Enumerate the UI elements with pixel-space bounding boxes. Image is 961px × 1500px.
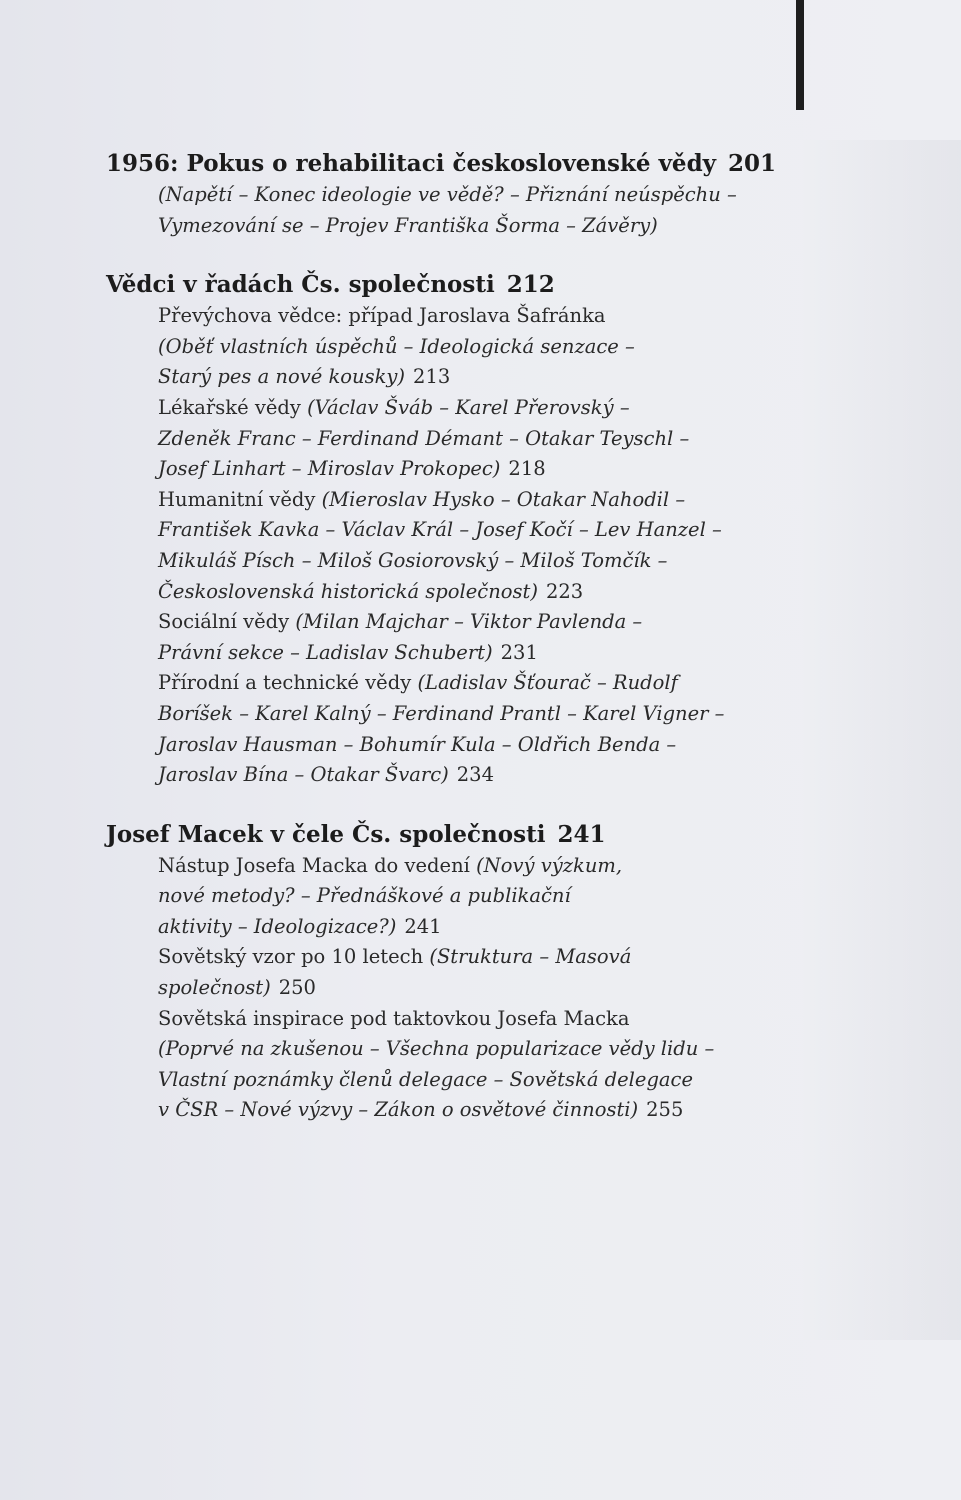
entry-line: Vlastní poznámky členů delegace – Sovětská delegace [158, 1067, 694, 1091]
entry-line: Sovětský vzor po 10 letech [158, 945, 430, 969]
entry-line-inline: (Milan Majchar – Viktor Pavlenda – [295, 610, 643, 634]
section-page: 241 [557, 820, 606, 848]
entry-line: Josef Linhart – Miroslav Prokopec) [158, 457, 501, 481]
entry-line: František Kavka – Václav Král – Josef Kočí – Lev Hanzel – [158, 518, 722, 542]
toc-section [106, 269, 786, 791]
toc-entry [158, 485, 786, 607]
entry-line: (Poprvé na zkušenou – Všechna popularizace vědy lidu – [158, 1037, 715, 1061]
section-page: 201 [728, 150, 777, 177]
spine-mark [796, 0, 804, 110]
entry-line-inline: (Struktura – Masová [429, 945, 632, 969]
entry-page: 250 [278, 976, 316, 1000]
entry-line: Vymezování se – Projev Františka Šorma – Závěry) [158, 213, 658, 237]
entry-line-inline: (Mieroslav Hysko – Otakar Nahodil – [321, 487, 686, 511]
entry-line: Československá historická společnost) [158, 579, 538, 603]
toc-entry [158, 668, 786, 790]
section-heading [106, 269, 786, 301]
toc-entry [158, 607, 786, 668]
section-title: Josef Macek v čele Čs. společnosti [106, 820, 546, 848]
entry-line: Právní sekce – Ladislav Schubert) [158, 640, 493, 664]
entry-line: Přírodní a technické vědy [158, 671, 418, 695]
toc-entry [158, 180, 786, 241]
toc-section [106, 148, 786, 241]
entry-line: Převýchova vědce: případ Jaroslava Šafránka [158, 304, 606, 328]
entry-line: Jaroslav Bína – Otakar Švarc) [158, 763, 449, 787]
entry-line-inline: (Václav Šváb – Karel Přerovský – [307, 395, 630, 419]
entry-line: nové metody? – Přednáškové a publikační [158, 884, 571, 908]
entry-page: 241 [404, 914, 442, 938]
entry-line: Nástup Josefa Macka do vedení [158, 853, 477, 877]
entry-page: 255 [646, 1098, 684, 1122]
entry-line-inline: (Ladislav Šťourač – Rudolf [417, 671, 678, 695]
entry-line: v ČSR – Nové výzvy – Zákon o osvětové činnosti) [158, 1098, 639, 1122]
toc-entry [158, 301, 786, 393]
bleed-through-shadow [800, 140, 961, 1340]
entry-line: Humanitní vědy [158, 487, 322, 511]
toc-entry [158, 942, 786, 1003]
entry-line-inline: (Nový výzkum, [476, 853, 623, 877]
entry-line: (Napětí – Konec ideologie ve vědě? – Přiznání neúspěchu – [158, 183, 737, 206]
entry-page: 223 [545, 579, 584, 603]
entry-line: (Oběť vlastních úspěchů – Ideologická senzace – [158, 334, 635, 358]
entry-line: Starý pes a nové kousky) [158, 365, 406, 389]
toc-entry [158, 851, 786, 943]
section-page: 212 [506, 271, 555, 299]
entry-page: 218 [508, 457, 546, 481]
toc-entry [158, 1004, 786, 1126]
section-heading [106, 819, 786, 851]
entry-line: aktivity – Ideologizace?) [158, 914, 397, 938]
table-of-contents [106, 148, 786, 1154]
entry-line: Lékařské vědy [158, 395, 308, 419]
entry-line: Boríšek – Karel Kalný – Ferdinand Prantl – Karel Vigner – [158, 701, 725, 725]
entry-page: 213 [413, 365, 451, 389]
entry-line: Zdeněk Franc – Ferdinand Démant – Otakar Teyschl – [158, 426, 690, 450]
entry-page: 234 [456, 763, 494, 787]
entry-line: společnost) [158, 976, 271, 1000]
section-title: 1956: Pokus o rehabilitaci československé vědy [106, 150, 717, 177]
section-title: Vědci v řadách Čs. společnosti [106, 271, 495, 299]
toc-section [106, 819, 786, 1126]
entry-page: 231 [500, 640, 538, 664]
entry-line: Mikuláš Písch – Miloš Gosiorovský – Miloš Tomčík – [158, 548, 668, 572]
entry-line: Sovětská inspirace pod taktovkou Josefa Macka [158, 1006, 630, 1030]
entry-line: Sociální vědy [158, 610, 296, 634]
section-heading [106, 148, 786, 180]
entry-line: Jaroslav Hausman – Bohumír Kula – Oldřich Benda – [158, 732, 677, 756]
toc-entry [158, 393, 786, 485]
